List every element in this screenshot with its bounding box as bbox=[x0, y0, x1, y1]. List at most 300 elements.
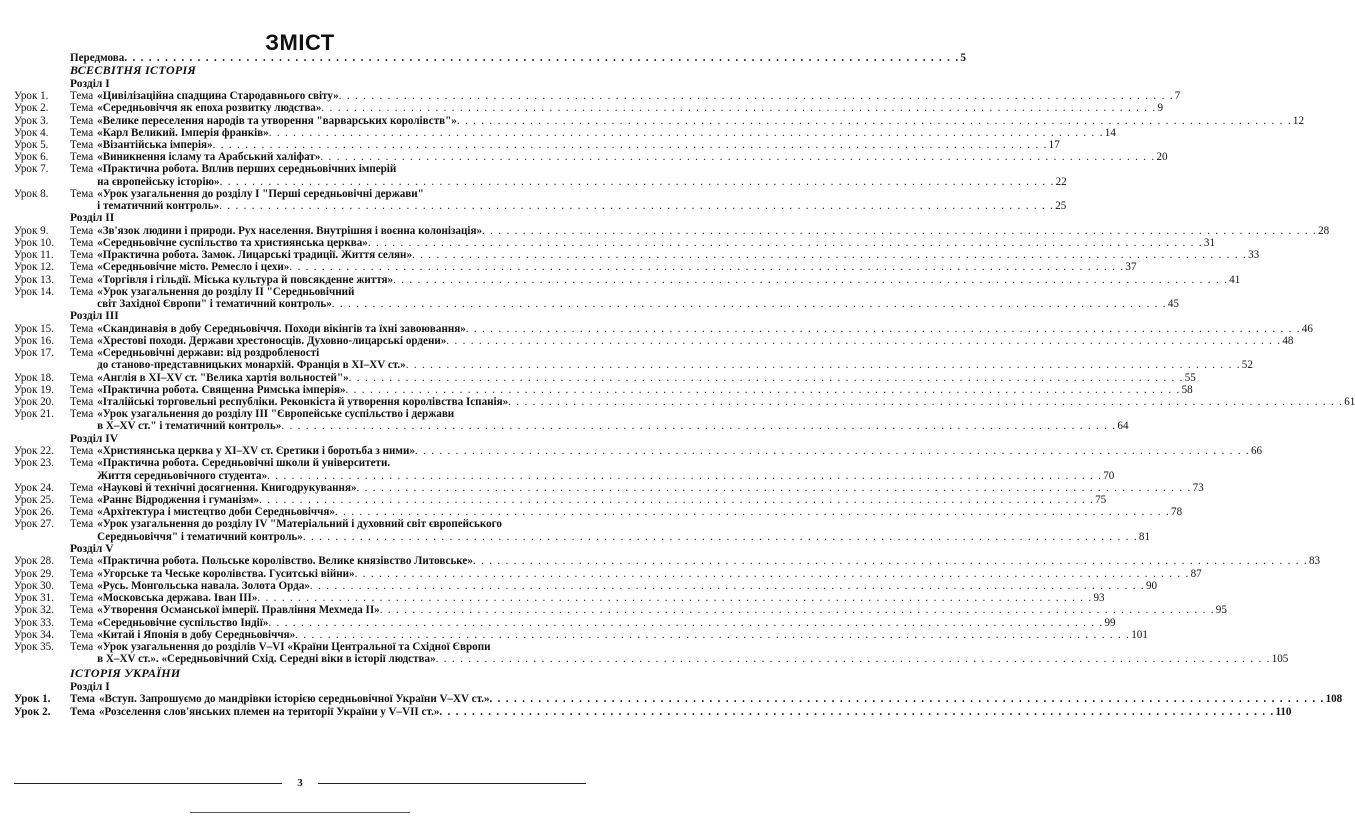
tema-label: Тема bbox=[70, 187, 94, 200]
lesson-title-line bbox=[97, 530, 1150, 543]
toc-row bbox=[14, 518, 1150, 543]
section-heading: Розділ II bbox=[70, 212, 115, 225]
leader-dots bbox=[259, 494, 1094, 506]
leader-dots bbox=[213, 139, 1048, 151]
lesson-title bbox=[97, 285, 1179, 311]
lesson-page: 45 bbox=[1167, 298, 1179, 311]
toc-row bbox=[14, 187, 1067, 213]
lesson-title-line bbox=[97, 114, 1304, 127]
lesson-number: Урок 7. bbox=[14, 163, 49, 176]
lesson-number: Урок 16. bbox=[14, 335, 55, 348]
leader-dots bbox=[310, 580, 1145, 592]
lesson-title-text: «Італійські торговельні республіки. Реконкіста й утворення королівства Іспанія» bbox=[97, 396, 509, 409]
lesson-title bbox=[97, 555, 1321, 568]
toc-row bbox=[14, 445, 1263, 458]
tema-label: Тема bbox=[70, 445, 94, 458]
lesson-title-text: «Угорське та Чеське королівства. Гуситські війни» bbox=[97, 567, 355, 580]
lesson-number: Урок 30. bbox=[14, 579, 55, 592]
lesson-title-text: «Урок узагальнення до розділу I "Перші середньовічні держави" bbox=[97, 187, 424, 200]
lesson-title-text: «Московська держава. Іван III» bbox=[97, 592, 258, 605]
tema-label: Тема bbox=[70, 616, 94, 629]
lesson-number: Урок 26. bbox=[14, 506, 55, 519]
lesson-number: Урок 23. bbox=[14, 457, 55, 470]
lesson-number: Урок 2. bbox=[14, 102, 49, 115]
lesson-page: 28 bbox=[1318, 224, 1330, 237]
toc-row bbox=[14, 347, 1253, 372]
toc-row bbox=[14, 139, 1060, 152]
lesson-title bbox=[97, 126, 1116, 139]
tema-label: Тема bbox=[70, 224, 94, 237]
lesson-title-line bbox=[97, 335, 1294, 348]
lesson-number: Урок 35. bbox=[14, 640, 55, 653]
tema-label: Тема bbox=[70, 693, 95, 706]
tema-label: Тема bbox=[70, 322, 94, 335]
toc-row bbox=[14, 567, 1202, 580]
leader-dots bbox=[380, 604, 1215, 616]
lesson-title-line bbox=[97, 469, 1115, 482]
lesson-title-text: «Виникнення ісламу та Арабський халіфат» bbox=[97, 151, 321, 164]
leader-dots bbox=[268, 617, 1103, 629]
leader-dots bbox=[508, 396, 1343, 408]
lesson-title-text: «Урок узагальнення до розділу II "Середньовічний bbox=[97, 285, 355, 298]
lesson-title-text: «Велике переселення народів та утворення "варварських королівств"» bbox=[97, 114, 457, 127]
tema-label: Тема bbox=[70, 347, 94, 360]
lesson-title-text: і тематичний контроль» bbox=[97, 200, 220, 213]
lesson-title-line bbox=[97, 151, 1168, 164]
leader-dots bbox=[320, 151, 1155, 163]
toc-row bbox=[14, 383, 1193, 396]
lesson-title bbox=[97, 322, 1313, 335]
lesson-title bbox=[97, 640, 1289, 666]
leader-dots bbox=[281, 420, 1116, 432]
lesson-page: 58 bbox=[1181, 383, 1193, 396]
toc-row bbox=[14, 628, 1148, 641]
lesson-title-text: «Практична робота. Замок. Лицарські традиції. Життя селян» bbox=[97, 249, 412, 262]
lesson-title-text: «Середньовічне суспільство Індії» bbox=[97, 616, 269, 629]
lesson-page: 9 bbox=[1157, 102, 1164, 115]
toc-row bbox=[14, 604, 1227, 617]
leader-dots bbox=[473, 555, 1308, 567]
lesson-title-line bbox=[97, 102, 1164, 115]
lesson-number: Урок 9. bbox=[14, 224, 49, 237]
lesson-title-text: в X–XV ст." і тематичний контроль» bbox=[97, 420, 282, 433]
tema-label: Тема bbox=[70, 481, 94, 494]
lesson-title-line bbox=[98, 705, 1292, 718]
lesson-title-line bbox=[97, 628, 1148, 641]
lesson-title-text: «Утворення Османської імперії. Правління Мехмеда II» bbox=[97, 604, 380, 617]
lesson-number: Урок 34. bbox=[14, 628, 55, 641]
lesson-title-line bbox=[97, 481, 1204, 494]
lesson-number: Урок 12. bbox=[14, 261, 55, 274]
lesson-title bbox=[97, 347, 1253, 372]
lesson-title bbox=[97, 567, 1202, 580]
lesson-page: 17 bbox=[1048, 139, 1060, 152]
tema-label: Тема bbox=[70, 592, 94, 605]
lesson-title bbox=[97, 445, 1263, 458]
lesson-title-line bbox=[97, 322, 1313, 335]
lesson-number: Урок 4. bbox=[14, 126, 49, 139]
lesson-number: Урок 13. bbox=[14, 273, 55, 286]
toc-row bbox=[14, 322, 1313, 335]
lesson-title-line bbox=[97, 641, 586, 653]
leader-dots bbox=[220, 176, 1055, 188]
lesson-page: 41 bbox=[1229, 273, 1241, 286]
leader-dots bbox=[339, 90, 1174, 102]
footer-rule-bottom bbox=[190, 812, 410, 813]
tema-label: Тема bbox=[70, 383, 94, 396]
lesson-number: Урок 6. bbox=[14, 151, 49, 164]
lesson-number: Урок 27. bbox=[14, 518, 55, 531]
lesson-page: 87 bbox=[1190, 567, 1202, 580]
lesson-page: 66 bbox=[1250, 445, 1263, 458]
tema-label: Тема bbox=[70, 163, 94, 176]
tema-label: Тема bbox=[70, 579, 94, 592]
lesson-title-text: «Раннє Відродження і гуманізм» bbox=[97, 494, 260, 507]
leader-dots bbox=[124, 52, 959, 64]
lesson-page: 105 bbox=[1271, 653, 1289, 666]
lesson-title bbox=[97, 224, 1330, 237]
lesson-title-line bbox=[97, 139, 1060, 152]
leader-dots bbox=[482, 225, 1317, 237]
toc-row bbox=[14, 616, 1116, 629]
lesson-title bbox=[97, 249, 1260, 262]
lesson-number: Урок 2. bbox=[14, 705, 51, 718]
lesson-title-text: «Русь. Монгольська навала. Золота Орда» bbox=[97, 579, 310, 592]
lesson-page: 70 bbox=[1103, 469, 1115, 482]
lesson-title-line bbox=[97, 188, 586, 200]
section-heading: Розділ III bbox=[70, 310, 119, 323]
lesson-title-line bbox=[97, 298, 1179, 311]
lesson-title-text: «Практична робота. Середньовічні школи й університети. bbox=[97, 457, 391, 470]
lesson-page: 75 bbox=[1095, 494, 1107, 507]
toc-row bbox=[14, 249, 1260, 262]
tema-label: Тема bbox=[70, 126, 94, 139]
lesson-page: 48 bbox=[1282, 335, 1294, 348]
toc-row bbox=[14, 273, 1241, 286]
lesson-title bbox=[97, 163, 1067, 188]
lesson-number: Урок 17. bbox=[14, 347, 55, 360]
lesson-title-text: «Наукові й технічні досягнення. Книгодрукування» bbox=[97, 481, 357, 494]
lesson-page: 22 bbox=[1055, 175, 1067, 188]
leader-dots bbox=[219, 200, 1054, 212]
lesson-number: Урок 25. bbox=[14, 494, 55, 507]
lesson-title-line bbox=[97, 200, 1067, 213]
lesson-title bbox=[97, 102, 1164, 115]
leader-dots bbox=[490, 693, 1325, 705]
lesson-title-text: «Середньовічні держави: від роздробленості bbox=[97, 347, 320, 360]
toc-row bbox=[14, 151, 1168, 164]
lesson-page: 64 bbox=[1117, 420, 1129, 433]
tema-label: Тема bbox=[70, 567, 94, 580]
lesson-title-text: «Китай і Японія в добу Середньовіччя» bbox=[97, 628, 296, 641]
lesson-page: 90 bbox=[1145, 579, 1158, 592]
tema-label: Тема bbox=[70, 114, 94, 127]
lesson-title-line bbox=[97, 347, 586, 359]
lesson-title-line bbox=[97, 163, 586, 175]
toc-row bbox=[14, 285, 1179, 311]
lesson-title-text: в X–XV ст.». «Середньовічний Схід. Середні віки в історії людства» bbox=[97, 653, 436, 666]
tema-label: Тема bbox=[70, 102, 94, 115]
lesson-title-line bbox=[98, 693, 1343, 706]
toc-row bbox=[14, 163, 1067, 188]
toc-row bbox=[14, 494, 1107, 507]
lesson-title-line bbox=[97, 249, 1260, 262]
ukraine-history-sections bbox=[14, 680, 1343, 718]
lesson-page: 108 bbox=[1325, 693, 1343, 706]
tema-label: Тема bbox=[70, 151, 94, 164]
lesson-number: Урок 1. bbox=[14, 90, 49, 103]
lesson-title-line bbox=[97, 261, 1137, 274]
lesson-title-text: «Практична робота. Польське королівство. Велике князівство Литовське» bbox=[97, 555, 473, 568]
preface-label: Передмова bbox=[70, 52, 125, 64]
lesson-number: Урок 14. bbox=[14, 285, 55, 298]
table-of-contents bbox=[14, 52, 1355, 718]
lesson-title-text: «Урок узагальнення до розділу III "Європейське суспільство і держави bbox=[97, 408, 455, 421]
leader-dots bbox=[335, 506, 1170, 518]
section-heading: Розділ IV bbox=[70, 432, 119, 445]
tema-label: Тема bbox=[70, 371, 94, 384]
toc-row bbox=[14, 237, 1215, 250]
lesson-number: Урок 5. bbox=[14, 139, 49, 152]
lesson-title-text: Життя середньовічного студента» bbox=[97, 469, 268, 482]
lesson-title bbox=[97, 408, 1129, 433]
lesson-title-line bbox=[97, 273, 1241, 286]
lesson-number: Урок 19. bbox=[14, 383, 55, 396]
lesson-title bbox=[97, 261, 1137, 274]
toc-row bbox=[14, 126, 1116, 139]
leader-dots bbox=[357, 482, 1192, 494]
lesson-page: 52 bbox=[1241, 359, 1253, 372]
lesson-title-line bbox=[97, 457, 586, 469]
toc-row bbox=[14, 481, 1204, 494]
world-history-sections bbox=[14, 77, 1355, 666]
lesson-number: Урок 31. bbox=[14, 592, 55, 605]
tema-label: Тема bbox=[70, 139, 94, 152]
lesson-page: 61 bbox=[1344, 396, 1355, 409]
lesson-title-line bbox=[97, 286, 586, 298]
lesson-title-line bbox=[97, 616, 1116, 629]
leader-dots bbox=[393, 274, 1228, 286]
toc-row bbox=[14, 555, 1321, 568]
lesson-title bbox=[97, 335, 1294, 348]
lesson-page: 99 bbox=[1104, 616, 1116, 629]
lesson-number: Урок 18. bbox=[14, 371, 55, 384]
leader-dots bbox=[466, 323, 1301, 335]
tema-label: Тема bbox=[70, 249, 94, 262]
lesson-title-line bbox=[97, 408, 586, 420]
lesson-page: 55 bbox=[1184, 371, 1196, 384]
lesson-title-text: світ Західної Європи" і тематичний контроль» bbox=[97, 298, 332, 311]
lesson-page: 73 bbox=[1192, 481, 1204, 494]
lesson-page: 46 bbox=[1301, 322, 1313, 335]
toc-row bbox=[14, 579, 1158, 592]
toc-row bbox=[14, 592, 1105, 605]
tema-label: Тема bbox=[70, 506, 94, 519]
lesson-title bbox=[97, 604, 1227, 617]
lesson-title-text: «Візантійська імперія» bbox=[97, 139, 213, 152]
toc-row bbox=[14, 705, 1292, 718]
lesson-page: 20 bbox=[1156, 151, 1168, 164]
tema-label: Тема bbox=[70, 518, 94, 531]
lesson-title-text: «Урок узагальнення до розділів V–VI «Країни Центральної та Східної Європи bbox=[97, 640, 491, 653]
lesson-page: 95 bbox=[1215, 604, 1227, 617]
lesson-title bbox=[97, 90, 1181, 103]
lesson-page: 101 bbox=[1131, 628, 1148, 641]
lesson-title bbox=[97, 396, 1355, 409]
lesson-page: 81 bbox=[1138, 530, 1150, 543]
leader-dots bbox=[349, 372, 1184, 384]
leader-dots bbox=[368, 237, 1203, 249]
leader-dots bbox=[332, 298, 1167, 310]
lesson-title bbox=[97, 518, 1150, 543]
leader-dots bbox=[457, 115, 1292, 127]
lesson-page: 37 bbox=[1125, 261, 1137, 274]
lesson-title bbox=[97, 579, 1158, 592]
leader-dots bbox=[346, 384, 1181, 396]
lesson-title bbox=[97, 628, 1148, 641]
lesson-number: Урок 21. bbox=[14, 408, 55, 421]
lesson-title bbox=[97, 592, 1105, 605]
lesson-number: Урок 20. bbox=[14, 396, 55, 409]
lesson-title bbox=[97, 151, 1168, 164]
leader-dots bbox=[412, 249, 1247, 261]
leader-dots bbox=[303, 531, 1138, 543]
leader-dots bbox=[321, 102, 1156, 114]
lesson-title-line bbox=[97, 371, 1196, 384]
lesson-page: 110 bbox=[1275, 705, 1292, 718]
lesson-title bbox=[97, 481, 1204, 494]
lesson-page: 7 bbox=[1174, 90, 1181, 103]
lesson-number: Урок 1. bbox=[14, 693, 51, 706]
lesson-title-line bbox=[97, 126, 1116, 139]
leader-dots bbox=[436, 653, 1271, 665]
lesson-title-text: «Середньовіччя як епоха розвитку людства» bbox=[97, 102, 322, 115]
lesson-number: Урок 22. bbox=[14, 445, 55, 458]
lesson-title-line bbox=[97, 506, 1183, 519]
lesson-title-text: «Архітектура і мистецтво доби Середньовіччя» bbox=[97, 506, 335, 519]
lesson-title bbox=[97, 616, 1116, 629]
lesson-title bbox=[98, 705, 1292, 718]
toc-row bbox=[14, 640, 1289, 666]
lesson-number: Урок 28. bbox=[14, 555, 55, 568]
lesson-number: Урок 32. bbox=[14, 604, 55, 617]
lesson-page: 14 bbox=[1104, 126, 1116, 139]
leader-dots bbox=[257, 592, 1092, 604]
lesson-page: 93 bbox=[1093, 592, 1105, 605]
ukraine-history-heading: ІСТОРІЯ УКРАЇНИ bbox=[70, 666, 181, 681]
lesson-title bbox=[97, 371, 1196, 384]
lesson-title-line bbox=[97, 420, 1129, 433]
lesson-title-line bbox=[97, 383, 1193, 396]
lesson-title-line bbox=[97, 359, 1253, 372]
lesson-title-line bbox=[97, 224, 1330, 237]
toc-row bbox=[14, 114, 1304, 127]
lesson-title-text: «Вступ. Запрошуємо до мандрівки історією середньовічної України V–XV ст.» bbox=[98, 693, 490, 706]
section-heading: Розділ I bbox=[70, 77, 110, 90]
tema-label: Тема bbox=[70, 396, 94, 409]
lesson-page: 33 bbox=[1248, 249, 1260, 262]
lesson-page: 31 bbox=[1203, 237, 1215, 250]
toc-row bbox=[14, 408, 1129, 433]
leader-dots bbox=[355, 568, 1190, 580]
lesson-number: Урок 11. bbox=[14, 249, 54, 262]
lesson-title-line bbox=[97, 604, 1227, 617]
lesson-page: 83 bbox=[1308, 555, 1321, 568]
leader-dots bbox=[295, 629, 1130, 641]
lesson-title-text: «Практична робота. Вплив перших середньовічних імперій bbox=[97, 163, 397, 176]
page-number: 3 bbox=[297, 777, 303, 789]
lesson-title-text: «Карл Великий. Імперія франків» bbox=[97, 126, 269, 139]
lesson-title-text: «Практична робота. Священна Римська імперія» bbox=[97, 383, 346, 396]
lesson-title-text: «Торгівля і гільдії. Міська культура й повсякденне життя» bbox=[97, 273, 394, 286]
lesson-title-text: «Англія в XI–XV ст. "Велика хартія вольностей"» bbox=[97, 371, 349, 384]
leader-dots bbox=[446, 335, 1281, 347]
leader-dots bbox=[269, 127, 1104, 139]
toc-row bbox=[14, 506, 1183, 519]
section-heading: Розділ I bbox=[70, 680, 110, 693]
lesson-title bbox=[97, 506, 1183, 519]
lesson-number: Урок 8. bbox=[14, 187, 49, 200]
tema-label: Тема bbox=[70, 494, 94, 507]
lesson-title-text: на європейську історію» bbox=[97, 175, 220, 188]
lesson-title-text: «Розселення слов'янських племен на території України у V–VII ст.» bbox=[98, 705, 440, 718]
toc-row bbox=[14, 335, 1294, 348]
lesson-title-text: Середньовіччя" і тематичний контроль» bbox=[97, 530, 303, 543]
lesson-title-line bbox=[97, 237, 1215, 250]
lesson-page: 12 bbox=[1292, 114, 1304, 127]
toc-row bbox=[14, 224, 1330, 237]
lesson-title-line bbox=[97, 592, 1105, 605]
lesson-title-line bbox=[97, 567, 1202, 580]
lesson-title-text: «Середньовічне місто. Ремесло і цехи» bbox=[97, 261, 290, 274]
lesson-number: Урок 3. bbox=[14, 114, 49, 127]
tema-label: Тема bbox=[70, 408, 94, 421]
lesson-title-text: «Середньовічне суспільство та християнська церква» bbox=[97, 237, 368, 250]
lesson-title bbox=[98, 693, 1343, 706]
lesson-title-text: «Урок узагальнення до розділу IV "Матеріальний і духовний світ європейського bbox=[97, 518, 502, 531]
preface-page: 5 bbox=[960, 52, 966, 64]
lesson-page: 78 bbox=[1171, 506, 1183, 519]
section-heading: Розділ V bbox=[70, 542, 114, 555]
tema-label: Тема bbox=[70, 628, 94, 641]
lesson-title-line bbox=[97, 445, 1263, 458]
lesson-title bbox=[97, 273, 1241, 286]
tema-label: Тема bbox=[70, 90, 94, 103]
leader-dots bbox=[267, 470, 1102, 482]
lesson-title bbox=[97, 114, 1304, 127]
lesson-title-line bbox=[97, 579, 1158, 592]
lesson-title-line bbox=[97, 90, 1181, 103]
lesson-title-line bbox=[97, 175, 1067, 188]
tema-label: Тема bbox=[70, 261, 94, 274]
lesson-page: 25 bbox=[1055, 200, 1067, 213]
tema-label: Тема bbox=[70, 285, 94, 298]
lesson-title-text: «Зв'язок людини і природи. Рух населення. Внутрішня і воєнна колонізація» bbox=[97, 224, 483, 237]
toc-row bbox=[14, 693, 1343, 706]
tema-label: Тема bbox=[70, 335, 94, 348]
leader-dots bbox=[289, 261, 1124, 273]
leader-dots bbox=[439, 706, 1274, 718]
lesson-title bbox=[97, 494, 1107, 507]
tema-label: Тема bbox=[70, 555, 94, 568]
world-history-heading: ВСЕСВІТНЯ ІСТОРІЯ bbox=[70, 63, 197, 78]
lesson-title bbox=[97, 457, 1115, 482]
tema-label: Тема bbox=[70, 457, 94, 470]
lesson-title-text: «Хрестові походи. Держави хрестоносців. Духовно-лицарські ордени» bbox=[97, 335, 447, 348]
lesson-title-line bbox=[97, 494, 1107, 507]
lesson-number: Урок 15. bbox=[14, 322, 55, 335]
toc-row bbox=[14, 457, 1115, 482]
